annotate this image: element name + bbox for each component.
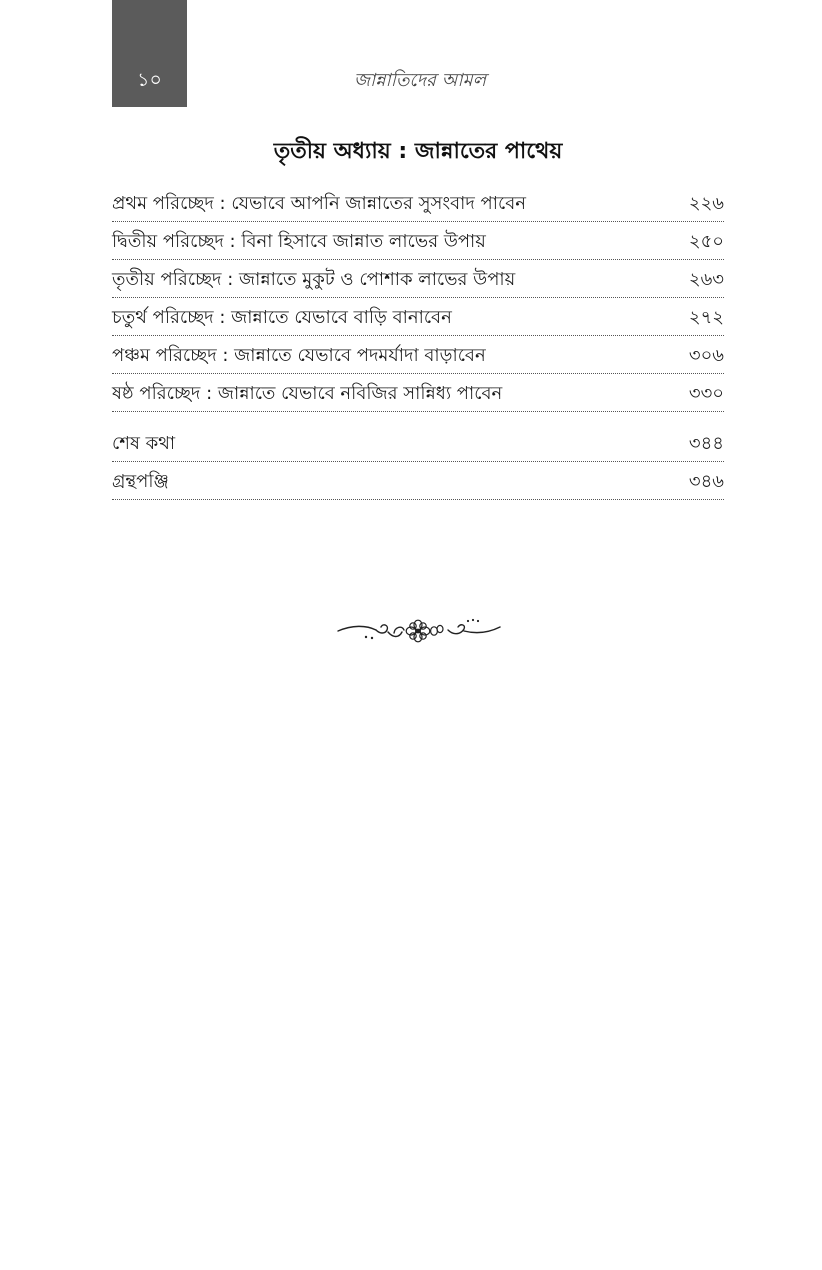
toc-entry-title: ষষ্ঠ পরিচ্ছেদ : জান্নাতে যেভাবে নবিজির সান্নিধ্য পাবেন <box>112 383 503 405</box>
floral-divider-icon <box>336 612 502 646</box>
running-header: জান্নাতিদের আমল <box>353 70 487 91</box>
toc-entry-section-6[interactable] <box>112 374 724 412</box>
toc-entry-page: ২৭২ <box>688 307 724 329</box>
toc-entry-title: গ্রন্থপঞ্জি <box>112 471 169 493</box>
chapter-title: তৃতীয় অধ্যায় : জান্নাতের পাথেয় <box>273 139 563 164</box>
toc-entry-bibliography[interactable] <box>112 462 724 500</box>
toc-entry-page: ২৫০ <box>688 231 724 253</box>
toc-entry-page: ৩৩০ <box>688 383 724 405</box>
toc-entry-title: দ্বিতীয় পরিচ্ছেদ : বিনা হিসাবে জান্নাত লাভের উপায় <box>112 231 486 253</box>
toc-entry-section-5[interactable] <box>112 336 724 374</box>
toc-entry-page: ৩৪৬ <box>688 471 724 493</box>
toc-spacer <box>112 412 724 424</box>
toc-entry-page: ২৬৩ <box>688 269 724 291</box>
toc-entry-page: ৩০৬ <box>688 345 724 367</box>
toc-entry-section-3[interactable] <box>112 260 724 298</box>
page-number-tab <box>112 0 187 107</box>
toc-entry-title: প্রথম পরিচ্ছেদ : যেভাবে আপনি জান্নাতের সুসংবাদ পাবেন <box>112 193 526 215</box>
toc-entry-title: পঞ্চম পরিচ্ছেদ : জান্নাতে যেভাবে পদমর্যাদা বাড়াবেন <box>112 345 486 367</box>
page-number: ১০ <box>137 69 162 91</box>
toc-entry-page: ২২৬ <box>688 193 724 215</box>
toc-entry-section-2[interactable] <box>112 222 724 260</box>
toc-entry-title: শেষ কথা <box>112 433 176 455</box>
toc-entry-title: চতুর্থ পরিচ্ছেদ : জান্নাতে যেভাবে বাড়ি বানাবেন <box>112 307 452 329</box>
toc-entry-section-1[interactable] <box>112 184 724 222</box>
toc-entry-section-4[interactable] <box>112 298 724 336</box>
toc-entry-title: তৃতীয় পরিচ্ছেদ : জান্নাতে মুকুট ও পোশাক লাভের উপায় <box>112 269 516 291</box>
toc-entry-epilogue[interactable] <box>112 424 724 462</box>
toc-entry-page: ৩৪৪ <box>688 433 724 455</box>
table-of-contents <box>112 184 724 500</box>
